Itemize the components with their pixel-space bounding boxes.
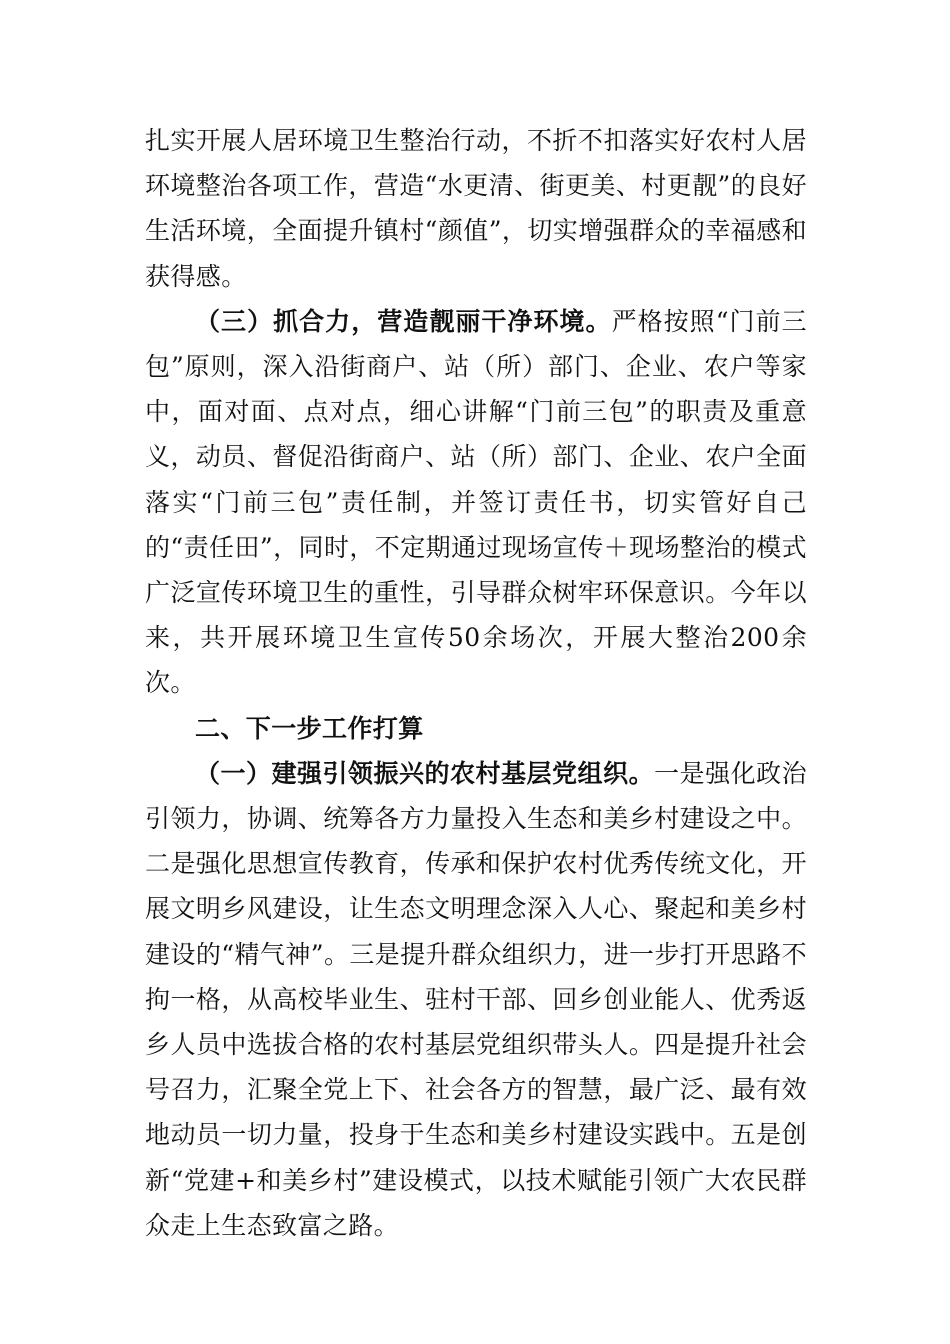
paragraph-party-organization [145,751,807,1248]
paragraph-text: 一是强化政治引领力，协调、统筹各方力量投入生态和美乡村建设之中。二是强化思想宣传教育，传承和保护农村优秀传统文化，开展文明乡风建设，让生态文明理念深入人心、聚起和美乡村建设的“精气神”。三是提升群众组织力，进一步打开思路不拘一格，从高校毕业生、驻村干部、回乡创业能人、优秀返乡人员中选拔合格的农村基层党组织带头人。四是提升社会号召力，汇聚全党上下、社会各方的智慧，最广泛、最有效地动员一切力量，投身于生态和美乡村建设实践中。五是创新“党建+和美乡村”建设模式，以技术赋能引领广大农民群众走上生态致富之路。 [145,758,807,1240]
paragraph-lead-heading: （一）建强引领振兴的农村基层党组织。 [195,758,655,788]
paragraph-text: 严格按照“门前三包”原则，深入沿街商户、站（所）部门、企业、农户等家中，面对面、点对点，细心讲解“门前三包”的职责及重意义，动员、督促沿街商户、站（所）部门、企业、农户全面落实“门前三包”责任制，并签订责任书，切实管好自己的“责任田”，同时，不定期通过现场宣传＋现场整治的模式广泛宣传环境卫生的重性，引导群众树牢环保意识。今年以来，共开展环境卫生宣传50余场次，开展大整治200余次。 [145,306,808,698]
paragraph-lead-heading: （三）抓合力，营造靓丽干净环境。 [195,306,612,336]
document-body [145,118,807,1248]
paragraph-joint-effort [145,299,807,706]
section-heading-next-steps: 二、下一步工作打算 [195,713,424,743]
paragraph-text: 扎实开展人居环境卫生整治行动，不折不扣落实好农村人居环境整治各项工作，营造“水更清、街更美、村更靓”的良好生活环境，全面提升镇村“颜值”，切实增强群众的幸福感和获得感。 [145,126,807,291]
paragraph-environment-rectification [145,118,807,299]
